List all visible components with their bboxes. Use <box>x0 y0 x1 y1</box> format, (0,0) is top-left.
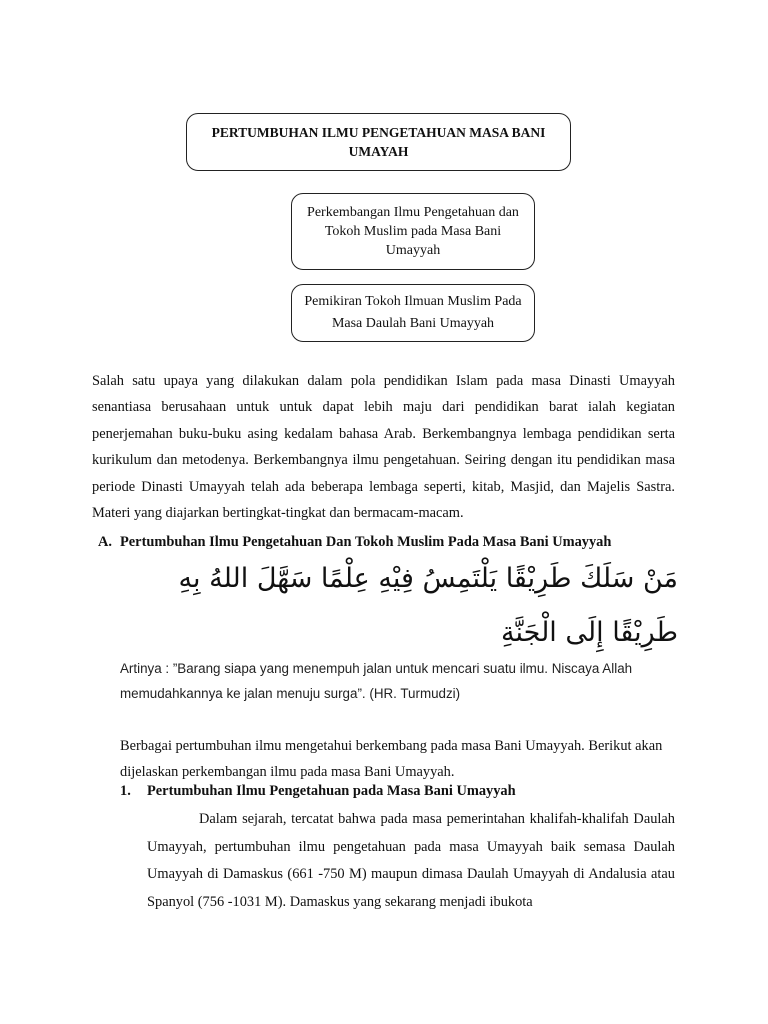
subtopic-box-1-text: Perkembangan Ilmu Pengetahuan dan Tokoh Muslim pada Masa Bani Umayyah <box>307 205 519 258</box>
subsection-1-title: Pertumbuhan Ilmu Pengetahuan pada Masa Bani Umayyah <box>147 783 516 799</box>
subtopic-box-2-text: Pemikiran Tokoh Ilmuan Muslim Pada Masa Daulah Bani Umayyah <box>304 294 522 331</box>
body-paragraph: Dalam sejarah, tercatat bahwa pada masa pemerintahan khalifah-khalifah Daulah Umayyah, pertumbuhan ilmu pengetahuan pada masa Umayyah baik semasa Daulah Umayyah di Damaskus (661 -750 M) maupun dimasa Daulah Umayyah di Andalusia atau Spanyol (756 -1031 M). Damaskus yang sekarang menjadi ibukota <box>147 811 675 910</box>
subtopic-box-2 <box>291 284 535 342</box>
subtopic-box-1 <box>291 193 535 270</box>
subsection-1-heading <box>120 783 516 800</box>
title-box <box>186 113 571 171</box>
hadith-arabic-text: مَنْ سَلَكَ طَرِيْقًا يَلْتَمِسُ فِيْهِ عِلْمًا سَهَّلَ اللهُ بِهِ طَرِيْقًا إِلَى الْجَنَّةِ <box>178 563 678 648</box>
section-a-heading <box>98 534 611 551</box>
bridge-paragraph: Berbagai pertumbuhan ilmu mengetahui berkembang pada masa Bani Umayyah. Berikut akan dijelaskan perkembangan ilmu pada masa Bani Umayyah. <box>120 738 663 780</box>
section-a-marker: A. <box>98 534 112 550</box>
hadith-translation: Artinya : ”Barang siapa yang menempuh jalan untuk mencari suatu ilmu. Niscaya Allah memudahkannya ke jalan menuju surga”. (HR. Turmudzi) <box>120 661 633 701</box>
title-box-text: PERTUMBUHAN ILMU PENGETAHUAN MASA BANI UMAYAH <box>211 125 546 159</box>
section-a-title: Pertumbuhan Ilmu Pengetahuan Dan Tokoh Muslim Pada Masa Bani Umayyah <box>120 534 612 550</box>
subsection-1-marker: 1. <box>120 783 131 799</box>
intro-paragraph: Salah satu upaya yang dilakukan dalam pola pendidikan Islam pada masa Dinasti Umayyah senantiasa berusahaan untuk untuk dapat lebih maju dari pendidikan barat ialah kegiatan penerjemahan buku-buku asing kedalam bahasa Arab. Berkembangnya lembaga pendidikan serta kurikulum dan metodenya. Berkembangnya ilmu pengetahuan. Seiring dengan itu pendidikan masa periode Dinasti Umayyah telah ada beberapa lembaga seperti, kitab, Masjid, dan Majelis Sastra. Materi yang diajarkan bertingkat-tingkat dan bermacam-macam. <box>92 373 675 522</box>
